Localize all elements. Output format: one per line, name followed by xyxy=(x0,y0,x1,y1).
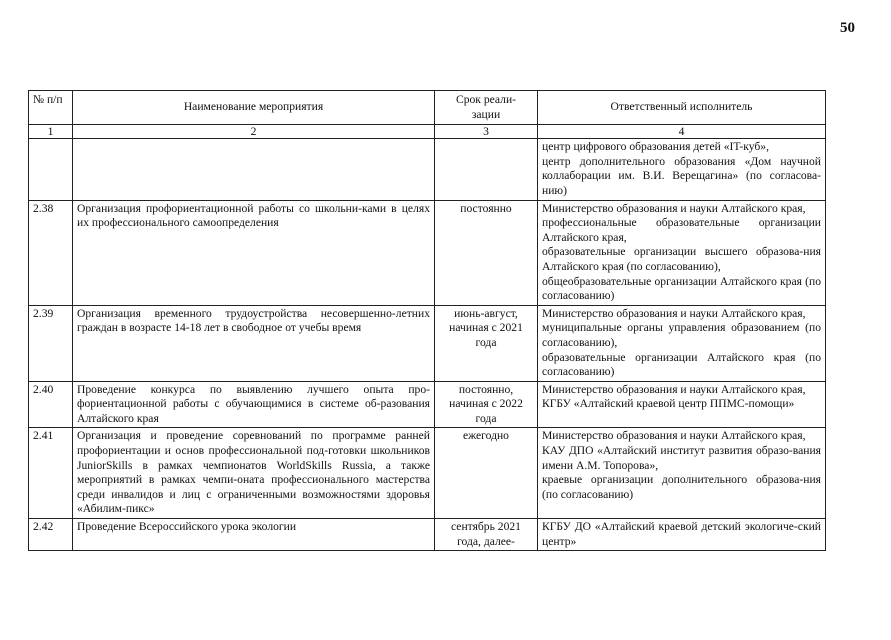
term-cell xyxy=(435,519,538,551)
events-table xyxy=(28,90,826,551)
event-name-cell xyxy=(73,139,435,200)
header-number: № п/п xyxy=(29,91,73,125)
term-cell-line: июнь-август, начиная с 2021 года xyxy=(449,306,523,349)
table-row xyxy=(29,200,826,305)
table-row xyxy=(29,305,826,381)
executor-cell-line: КГБУ «Алтайский краевой центр ППМС-помощи» xyxy=(542,397,795,411)
row-number: 2.40 xyxy=(29,381,73,428)
executor-cell xyxy=(538,519,826,551)
table-header-row xyxy=(29,91,826,125)
table-row xyxy=(29,139,826,200)
executor-cell-line: Министерство образования и науки Алтайского края, xyxy=(542,429,806,443)
row-number: 2.42 xyxy=(29,519,73,551)
term-cell-line: сентябрь 2021 года, далее- xyxy=(451,520,521,548)
executor-cell xyxy=(538,200,826,305)
index-cell: 4 xyxy=(538,125,826,139)
row-number xyxy=(29,139,73,200)
term-cell xyxy=(435,139,538,200)
term-cell xyxy=(435,200,538,305)
executor-cell-line: профессиональные образовательные организации Алтайского края, xyxy=(542,216,821,244)
executor-cell-line: центр цифрового образования детей «IT-куб», xyxy=(542,140,769,154)
row-number: 2.39 xyxy=(29,305,73,381)
event-name-cell-line: Организация временного трудоустройства несовершенно-летних граждан в возрасте 14-18 лет в свободное от учебы время xyxy=(77,306,430,335)
term-cell xyxy=(435,305,538,381)
page-number: 50 xyxy=(840,20,855,36)
header-term: Срок реали- зации xyxy=(435,91,538,125)
row-number: 2.41 xyxy=(29,428,73,519)
table-body xyxy=(29,139,826,551)
event-name-cell xyxy=(73,519,435,551)
executor-cell xyxy=(538,139,826,200)
header-event-name: Наименование мероприятия xyxy=(73,91,435,125)
executor-cell-line: образовательные организации высшего образова-ния Алтайского края (по согласованию), xyxy=(542,245,821,273)
event-name-cell xyxy=(73,381,435,428)
header-executor: Ответственный исполнитель xyxy=(538,91,826,125)
executor-cell-line: краевые организации дополнительного образова-ния (по согласованию) xyxy=(542,473,821,501)
index-cell: 3 xyxy=(435,125,538,139)
event-name-cell xyxy=(73,428,435,519)
executor-cell xyxy=(538,305,826,381)
event-name-cell xyxy=(73,200,435,305)
executor-cell-line: центр дополнительного образования «Дом научной коллаборации им. В.И. Верещагина» (по согласова-нию) xyxy=(542,154,821,197)
executor-cell xyxy=(538,428,826,519)
event-name-cell xyxy=(73,305,435,381)
term-cell-line: постоянно, начиная с 2022 года xyxy=(449,382,523,425)
event-name-cell-line: Организация и проведение соревнований по программе ранней профориентации и основ профессиональной под-готовки школьников JuniorSkills в рамках чемпионатов WorldSkills Russia, а также мероприятий в рамках чемпи-оната профессионального мастерства среди инвалидов и лиц с ограниченными возможностями здоровья «Абилим-пикс» xyxy=(77,429,430,516)
index-cell: 1 xyxy=(29,125,73,139)
executor-cell xyxy=(538,381,826,428)
executor-cell-line: Министерство образования и науки Алтайского края, xyxy=(542,201,806,215)
term-cell-line: ежегодно xyxy=(463,429,509,443)
executor-cell-line: КГБУ ДО «Алтайский краевой детский экологиче-ский центр» xyxy=(542,520,821,548)
table-row xyxy=(29,428,826,519)
term-cell-line: постоянно xyxy=(460,201,512,215)
event-name-cell-line: Проведение конкурса по выявлению лучшего опыта про-фориентационной работы с обучающимися в системе об-разования Алтайского края xyxy=(77,382,430,425)
event-name-cell-line: Проведение Всероссийского урока экологии xyxy=(77,520,297,534)
executor-cell-line: муниципальные органы управления образованием (по согласованию), xyxy=(542,321,821,349)
term-cell xyxy=(435,428,538,519)
executor-cell-line: Министерство образования и науки Алтайского края, xyxy=(542,306,806,320)
executor-cell-line: КАУ ДПО «Алтайский институт развития образо-вания имени А.М. Топорова», xyxy=(542,444,821,472)
term-cell xyxy=(435,381,538,428)
executor-cell-line: общеобразовательные организации Алтайского края (по согласованию) xyxy=(542,274,821,303)
table-index-row xyxy=(29,125,826,139)
table-row xyxy=(29,381,826,428)
executor-cell-line: образовательные организации Алтайского края (по согласованию) xyxy=(542,350,821,379)
event-name-cell-line: Организация профориентационной работы со школьни-ками в целях их профессионального самоопределения xyxy=(77,201,430,230)
table-row xyxy=(29,519,826,551)
index-cell: 2 xyxy=(73,125,435,139)
row-number: 2.38 xyxy=(29,200,73,305)
executor-cell-line: Министерство образования и науки Алтайского края, xyxy=(542,382,806,396)
